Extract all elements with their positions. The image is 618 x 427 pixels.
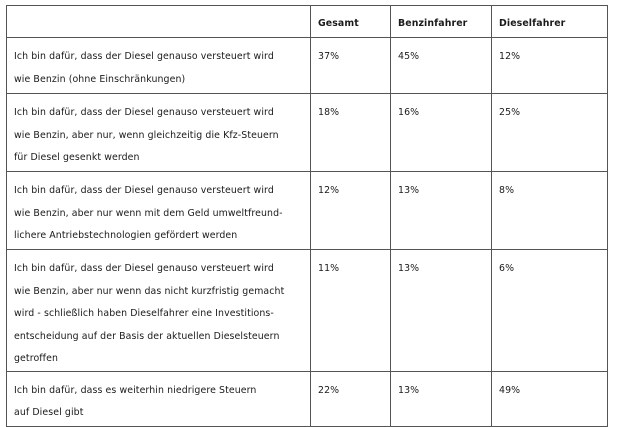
- statement-cell: [7, 371, 311, 426]
- statement-cell: [7, 94, 311, 172]
- statement-line: Ich bin dafür, dass es weiterhin niedrigere Steuern: [14, 384, 257, 396]
- benzinfahrer-cell: 16%: [391, 94, 492, 172]
- statement-cell: [7, 250, 311, 372]
- statement-cell: [7, 172, 311, 250]
- statement-line: auf Diesel gibt: [14, 407, 84, 418]
- benzinfahrer-cell: 13%: [391, 250, 492, 372]
- benzinfahrer-cell: 45%: [391, 38, 492, 94]
- statement-cell: [7, 38, 311, 94]
- statement-line: entscheidung auf der Basis der aktuellen Dieselsteuern: [14, 330, 280, 342]
- statement-line: wie Benzin (ohne Einschränkungen): [14, 73, 186, 85]
- statement-line: Ich bin dafür, dass der Diesel genauso versteuert wird: [14, 107, 274, 118]
- statement-line: Ich bin dafür, dass der Diesel genauso versteuert wird: [14, 51, 274, 62]
- gesamt-cell: 11%: [311, 250, 391, 372]
- gesamt-cell: 18%: [311, 94, 391, 172]
- header-benzinfahrer: Benzinfahrer: [391, 6, 492, 38]
- header-dieselfahrer: Dieselfahrer: [492, 6, 608, 38]
- gesamt-cell: 22%: [311, 371, 391, 426]
- statement-line: wie Benzin, aber nur wenn mit dem Geld umweltfreund-: [14, 207, 283, 219]
- dieselfahrer-cell: 8%: [492, 172, 608, 250]
- statement-line: wie Benzin, aber nur, wenn gleichzeitig die Kfz-Steuern: [14, 129, 279, 141]
- statement-line: lichere Antriebstechnologien gefördert werden: [14, 230, 238, 241]
- header-gesamt: Gesamt: [311, 6, 391, 38]
- statement-line: Ich bin dafür, dass der Diesel genauso versteuert wird: [14, 185, 274, 196]
- statement-line: Ich bin dafür, dass der Diesel genauso versteuert wird: [14, 263, 274, 274]
- gesamt-cell: 12%: [311, 172, 391, 250]
- header-statement: [7, 6, 311, 38]
- header-row: [7, 6, 608, 38]
- statement-line: für Diesel gesenkt werden: [14, 152, 140, 163]
- statement-line: wie Benzin, aber nur wenn das nicht kurzfristig gemacht: [14, 285, 285, 297]
- table-row: [7, 94, 608, 172]
- survey-table: [6, 5, 608, 427]
- benzinfahrer-cell: 13%: [391, 172, 492, 250]
- dieselfahrer-cell: 6%: [492, 250, 608, 372]
- dieselfahrer-cell: 25%: [492, 94, 608, 172]
- dieselfahrer-cell: 12%: [492, 38, 608, 94]
- table-row: [7, 38, 608, 94]
- statement-line: wird - schließlich haben Dieselfahrer eine Investitions-: [14, 308, 274, 319]
- dieselfahrer-cell: 49%: [492, 371, 608, 426]
- statement-line: getroffen: [14, 353, 58, 364]
- benzinfahrer-cell: 13%: [391, 371, 492, 426]
- table-row: [7, 172, 608, 250]
- table-row: [7, 371, 608, 426]
- table-row: [7, 250, 608, 372]
- gesamt-cell: 37%: [311, 38, 391, 94]
